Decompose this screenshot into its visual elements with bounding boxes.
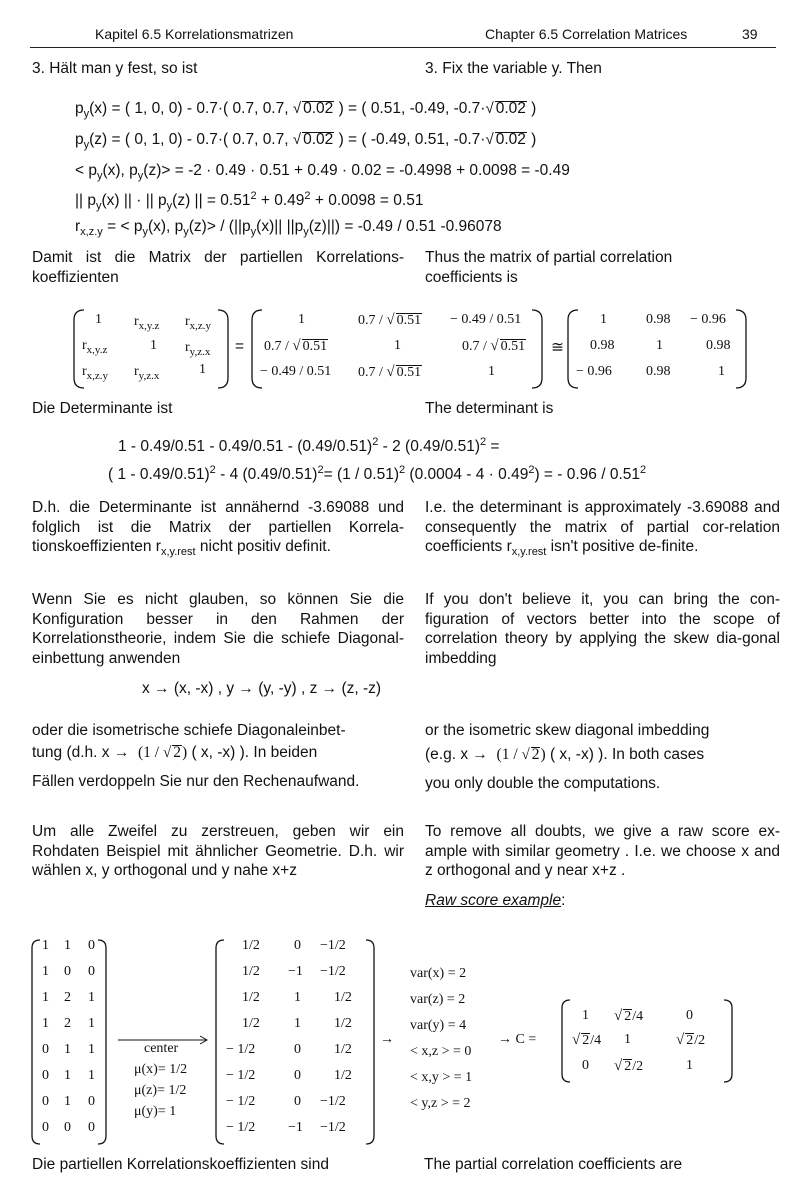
page-number: 39 <box>742 26 758 42</box>
raw-data-cell: 1 <box>64 1068 71 1083</box>
sym-cell: 1 <box>199 362 206 377</box>
raw-stat: < x,z > = 0 <box>410 1044 472 1059</box>
centered-cell: 1/2 <box>334 1068 352 1083</box>
partial-correlation-matrix <box>68 306 800 392</box>
centered-cell: 1 <box>294 1016 301 1031</box>
raw-data-cell: 1 <box>88 1042 95 1057</box>
footer-en: The partial correlation coefficients are <box>424 1156 683 1173</box>
raw-data-cell: 0 <box>88 938 95 953</box>
header-left: Kapitel 6.5 Korrelationsmatrizen <box>95 26 294 42</box>
centered-cell: 1/2 <box>334 1042 352 1057</box>
raw-data-cell: 0 <box>88 1094 95 1109</box>
raw-data-cell: 0 <box>88 1120 95 1135</box>
exact-cell: 0.7 / √ 0.51 <box>462 338 526 354</box>
raw-stat: < x,y > = 1 <box>410 1070 473 1085</box>
numeric-cell: 0.98 <box>646 312 671 327</box>
raw-data-cell: 1 <box>42 938 49 953</box>
isometric-de-2: tung (d.h. x → (1 / √ 2) ( x, -x) ). In beiden <box>32 744 318 761</box>
mean-label: μ(z)= 1/2 <box>134 1083 187 1098</box>
skew-de: Wenn Sie es nicht glauben, so können Sie die Konfiguration besser in den Rahmen der Korrelationstheorie, indem Sie die schiefe Diagonal-einbettung anwenden <box>32 591 404 667</box>
exact-cell: − 0.49 / 0.51 <box>450 312 522 327</box>
eq-norm-product: || $p_y(x)$ || · || $p_y(z)$ || = $0.51^2 + 0.49^2 + 0.0098 = 0.51$ <box>75 190 424 212</box>
determinant-intro-de: Die Determinante ist <box>32 400 173 417</box>
centered-cell: 0 <box>294 1068 301 1083</box>
isometric-de-1: oder die isometrische schiefe Diagonaleinbet- <box>32 722 346 739</box>
centered-cell: 0 <box>294 938 301 953</box>
raw-data-cell: 1 <box>88 990 95 1005</box>
C-cell: 0 <box>686 1008 693 1023</box>
sym-cell: $r_{y,z.x}$ <box>134 364 160 382</box>
skew-mapping: x → (x, -x) , y → (y, -y) , z → (z, -z) <box>142 680 382 697</box>
mean-label: μ(y)= 1 <box>134 1104 177 1119</box>
header-rule <box>30 47 776 48</box>
exact-cell: 1 <box>298 312 305 327</box>
raw-data-cell: 0 <box>64 1120 71 1135</box>
centered-cell: 1/2 <box>242 1016 260 1031</box>
header-right: Chapter 6.5 Correlation Matrices <box>485 26 688 42</box>
numeric-cell: 1 <box>718 364 725 379</box>
raw-data-cell: 1 <box>88 1068 95 1083</box>
sym-cell: 1 <box>150 338 157 353</box>
raw-stat: var(y) = 4 <box>410 1018 467 1033</box>
raw-data-cell: 1 <box>42 990 49 1005</box>
sym-cell: $r_{y,z.x}$ <box>185 340 211 358</box>
numeric-cell: − 0.96 <box>690 312 726 327</box>
raw-stat: var(x) = 2 <box>410 966 467 981</box>
C-cell: 1 <box>686 1058 693 1073</box>
centered-cell: − 1/2 <box>226 1120 256 1135</box>
conclusion-en: I.e. the determinant is approximately -3.69088 and consequently the matrix of partial cor-relation coefficients $r_{x,y.rest}$ isn't positive de-finite. <box>425 499 780 558</box>
conclusion-de: D.h. die Determinante ist annähernd -3.69088 und folglich ist die Matrix der partiellen Korrela-tionskoeffizienten $r_{x,y.rest}$ nicht positiv definit. <box>32 499 404 558</box>
exact-cell: 0.7 / √ 0.51 <box>358 364 422 380</box>
eq-inner-product: < $p_y(x)$, $p_y(z)> = -2 \cdot 0.49 \cdot 0.51 + 0.49 \cdot 0.02 = -0.4998 + 0.0098 = -0.49$ <box>75 162 570 182</box>
sym-cell: 1 <box>95 312 102 327</box>
exact-cell: − 0.49 / 0.51 <box>260 364 332 379</box>
centered-cell: 1/2 <box>334 1016 352 1031</box>
numeric-cell: 0.98 <box>646 364 671 379</box>
determinant-intro-en: The determinant is <box>425 400 554 417</box>
raw-data-cell: 0 <box>42 1120 49 1135</box>
sym-cell: $r_{x,y.z}$ <box>134 314 160 332</box>
raw-data-cell: 0 <box>42 1042 49 1057</box>
centered-cell: −1 <box>288 1120 303 1135</box>
equals-sign: = <box>235 338 245 355</box>
exact-cell: 1 <box>488 364 495 379</box>
exact-cell: 1 <box>394 338 401 353</box>
determinant-line-2: ( 1 - 0.49/0.51)$^2$ - 4 $(0.49/0.51)^2= (1 / 0.51)^2$ $(0.0004 - 4 \cdot 0.49^2)$ = - 0.96 / 0.51$^2$ <box>108 464 647 483</box>
centered-cell: 0 <box>294 1042 301 1057</box>
isometric-en-1: or the isometric skew diagonal imbedding <box>425 722 710 739</box>
numeric-cell: 1 <box>600 312 607 327</box>
isometric-en-2: (e.g. x → (1 / √ 2) ( x, -x) ). In both cases <box>425 746 705 763</box>
C-label: → C = <box>498 1032 537 1047</box>
raw-data-cell: 0 <box>88 964 95 979</box>
sym-cell: $r_{x,y.z}$ <box>82 338 108 356</box>
C-cell: √ 2/4 <box>614 1008 644 1024</box>
centered-cell: −1/2 <box>320 1120 346 1135</box>
raw-stat: var(z) = 2 <box>410 992 466 1007</box>
C-cell: 0 <box>582 1058 589 1073</box>
raw-data-cell: 2 <box>64 990 71 1005</box>
doubts-de: Um alle Zweifel zu zerstreuen, geben wir ein Rohdaten Beispiel mit ähnlicher Geometrie. D.h. wir wählen x, y orthogonal und y nahe x+z <box>32 823 404 879</box>
isometric-en-3: you only double the computations. <box>425 775 661 792</box>
centered-cell: 1 <box>294 990 301 1005</box>
C-cell: √ 2/2 <box>614 1058 644 1074</box>
skew-en: If you don't believe it, you can bring the con-figuration of vectors better into the scope of correlation theory by applying the skew dia-gonal imbedding <box>425 591 780 667</box>
center-label: center <box>144 1041 179 1056</box>
exact-cell: 0.7 / √ 0.51 <box>264 338 328 354</box>
eq-py-x: $p_y(x)$ = ( 1, 0, 0) - 0.7·( 0.7, 0.7, √ 0.02 ) = ( 0.51, -0.49, -0.7·√ 0.02 ) <box>75 100 537 120</box>
C-cell: 1 <box>624 1032 631 1047</box>
raw-data-cell: 1 <box>64 938 71 953</box>
centered-cell: 1/2 <box>242 938 260 953</box>
raw-data-cell: 1 <box>88 1016 95 1031</box>
numeric-cell: 0.98 <box>590 338 615 353</box>
raw-data-cell: 1 <box>64 1094 71 1109</box>
raw-score-heading: Raw score example: <box>425 892 566 909</box>
C-cell: √ 2/2 <box>676 1032 706 1048</box>
raw-data-cell: 1 <box>42 1016 49 1031</box>
numeric-cell: 0.98 <box>706 338 731 353</box>
centered-cell: −1/2 <box>320 964 346 979</box>
numeric-cell: − 0.96 <box>576 364 612 379</box>
doubts-en: To remove all doubts, we give a raw score ex-ample with similar geometry . I.e. we choose x and z orthogonal and y near x+z . <box>425 823 780 879</box>
centered-cell: −1/2 <box>320 938 346 953</box>
centered-cell: 1/2 <box>334 990 352 1005</box>
centered-cell: 1/2 <box>242 990 260 1005</box>
C-cell: √ 2/4 <box>572 1032 602 1048</box>
raw-data-cell: 1 <box>42 964 49 979</box>
approx-sign: ≅ <box>551 339 564 356</box>
eq-py-z: $p_y(z)$ = ( 0, 1, 0) - 0.7·( 0.7, 0.7, √ 0.02 ) = ( -0.49, 0.51, -0.7·√ 0.02 ) <box>75 131 537 151</box>
centered-cell: −1/2 <box>320 1094 346 1109</box>
raw-data-cell: 1 <box>64 1042 71 1057</box>
exact-cell: 0.7 / √ 0.51 <box>358 312 422 328</box>
raw-data-cell: 0 <box>42 1094 49 1109</box>
C-cell: 1 <box>582 1008 589 1023</box>
raw-data-cell: 0 <box>64 964 71 979</box>
centered-cell: − 1/2 <box>226 1042 256 1057</box>
sym-cell: $r_{x,z.y}$ <box>82 364 109 382</box>
footer-de: Die partiellen Korrelationskoeffizienten sind <box>32 1156 329 1173</box>
intro-en: 3. Fix the variable y. Then <box>425 60 602 77</box>
sym-cell: $r_{x,z.y}$ <box>185 314 212 332</box>
eq-partial-r: $r_{x,z.y}$ = < $p_y(x)$, $p_y(z)> / (||p_y(x)||$ $||p_y(z)||) = -0.49 / 0.51$ -0.96078 <box>75 218 502 238</box>
intro-de: 3. Hält man y fest, so ist <box>32 60 198 77</box>
centered-cell: −1 <box>288 964 303 979</box>
matrix-intro-en: Thus the matrix of partial correlation coefficients is <box>425 249 673 286</box>
raw-data-cell: 0 <box>42 1068 49 1083</box>
matrix-intro-de: Damit ist die Matrix der partiellen Korrelations-koeffizienten <box>32 249 404 286</box>
mean-label: μ(x)= 1/2 <box>134 1062 188 1077</box>
centered-cell: 0 <box>294 1094 301 1109</box>
determinant-line-1: $1 - 0.49/0.51 - 0.49/0.51 - (0.49/0.51)^2 - 2$ $(0.49/0.51)^2$ = <box>118 436 500 455</box>
centered-cell: − 1/2 <box>226 1068 256 1083</box>
isometric-de-3: Fällen verdoppeln Sie nur den Rechenaufwand. <box>32 773 360 790</box>
centered-cell: − 1/2 <box>226 1094 256 1109</box>
raw-data-cell: 2 <box>64 1016 71 1031</box>
numeric-cell: 1 <box>656 338 663 353</box>
raw-stat: < y,z > = 2 <box>410 1096 471 1111</box>
centered-cell: 1/2 <box>242 964 260 979</box>
raw-arrow: → <box>380 1032 394 1047</box>
